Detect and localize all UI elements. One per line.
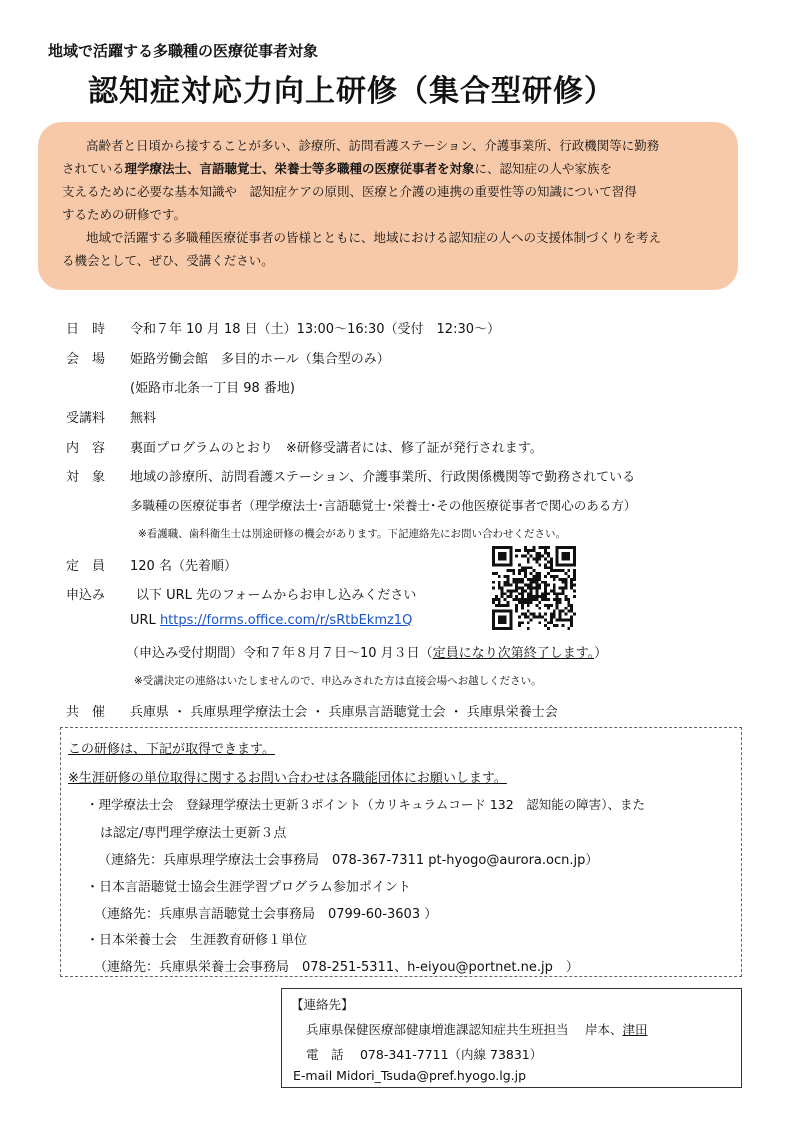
url-prefix: URL	[130, 613, 156, 628]
target-line-2: 多職種の医療従事者（理学療法士･言語聴覚士･栄養士･その他医療従事者で関心のある方）	[130, 498, 637, 513]
date-value: 令和７年 10 月 18 日（土）13:00～16:30（受付 12:30～）	[130, 322, 501, 337]
apply-label: 申込み	[66, 588, 106, 603]
contact-heading: 【連絡先】	[291, 997, 354, 1012]
contact-tel: 電 話 078-341-7711（内線 73831）	[306, 1047, 543, 1062]
apply-url-link[interactable]: https://forms.office.com/r/sRtbEkmz1Q	[159, 613, 413, 628]
credit-pt-line-1: ・理学療法士会 登録理学療法士更新３ポイント（カリキュラムコード 132 認知能の障害）、また	[86, 797, 645, 812]
capacity-value: 120 名（先着順）	[130, 559, 237, 574]
venue-label: 会 場	[66, 352, 106, 367]
qr-code-icon[interactable]	[492, 546, 576, 630]
page-title: 認知症対応力向上研修（集合型研修）	[88, 74, 615, 109]
credit-st-line: ・日本言語聴覚士協会生涯学習プログラム参加ポイント	[86, 880, 411, 895]
intro-line: するための研修です。	[62, 207, 187, 222]
intro-line: 支えるために必要な基本知識や 認知症ケアの原則、医療と介護の連携の重要性等の知識について習得	[62, 184, 637, 199]
credit-st-contact: （連絡先：兵庫県言語聴覚士会事務局 0799-60-3603 ）	[94, 907, 438, 922]
contact-person: 津田	[622, 1022, 648, 1037]
target-label: 対 象	[66, 470, 106, 485]
credit-pt-contact: （連絡先：兵庫県理学療法士会事務局 078-367-7311 pt-hyogo@aurora.ocn.jp）	[98, 853, 599, 868]
apply-note: ※受講決定の連絡はいたしませんので、申込みされた方は直接会場へお越しください。	[134, 675, 542, 687]
apply-url-row	[130, 613, 412, 628]
intro-emphasis: 理学療法士、言語聴覚士、栄養士等多職種の医療従事者を対象	[124, 161, 475, 176]
host-label: 共 催	[66, 705, 106, 720]
credit-pt-line-2: は認定/専門理学療法士更新３点	[100, 826, 287, 841]
host-value: 兵庫県 ・ 兵庫県理学療法士会 ・ 兵庫県言語聴覚士会 ・ 兵庫県栄養士会	[130, 705, 558, 720]
credits-heading: この研修は、下記が取得できます。	[68, 742, 275, 757]
credit-nt-line: ・日本栄養士会 生涯教育研修１単位	[86, 933, 308, 948]
target-note: ※看護職、歯科衛生士は別途研修の機会があります。下記連絡先にお問い合わせください。	[138, 528, 566, 540]
apply-value: 以下 URL 先のフォームからお申し込みください	[136, 588, 417, 603]
apply-period: （申込み受付期間）令和７年８月７日～10 月３日（定員になり次第終了します。）	[126, 646, 608, 661]
content-value: 裏面プログラムのとおり ※研修受講者には、修了証が発行されます。	[130, 441, 543, 456]
contact-dept: 兵庫県保健医療部健康増進課認知症共生班担当 岸本、津田	[306, 1022, 648, 1037]
intro-line: 高齢者と日頃から接することが多い、診療所、訪問看護ステーション、介護事業所、行政機関等に勤務	[86, 138, 660, 153]
credits-note: ※生涯研修の単位取得に関するお問い合わせは各職能団体にお願いします。	[68, 771, 507, 786]
intro-line: されている理学療法士、言語聴覚士、栄養士等多職種の医療従事者を対象に、認知症の人や家族を	[62, 161, 613, 176]
venue-address: (姫路市北条一丁目 98 番地)	[130, 381, 295, 396]
venue-value: 姫路労働会館 多目的ホール（集合型のみ）	[130, 352, 390, 367]
target-line-1: 地域の診療所、訪問看護ステーション、介護事業所、行政関係機関等で勤務されている	[130, 470, 636, 485]
intro-line: る機会として、ぜひ、受講ください。	[62, 253, 274, 268]
period-emphasis: 定員になり次第終了します。	[432, 646, 595, 661]
fee-value: 無料	[130, 411, 157, 426]
content-label: 内 容	[66, 441, 106, 456]
subtitle: 地域で活躍する多職種の医療従事者対象	[48, 42, 319, 60]
intro-line: 地域で活躍する多職種医療従事者の皆様とともに、地域における認知症の人への支援体制づくりを考え	[86, 230, 662, 245]
intro-box	[38, 122, 738, 290]
credit-nt-contact: （連絡先：兵庫県栄養士会事務局 078-251-5311、h-eiyou@portnet.ne.jp ）	[94, 960, 579, 975]
contact-email: E-mail Midori_Tsuda@pref.hyogo.lg.jp	[293, 1068, 527, 1083]
capacity-label: 定 員	[66, 559, 106, 574]
fee-label: 受講料	[66, 411, 106, 426]
date-label: 日 時	[66, 322, 106, 337]
